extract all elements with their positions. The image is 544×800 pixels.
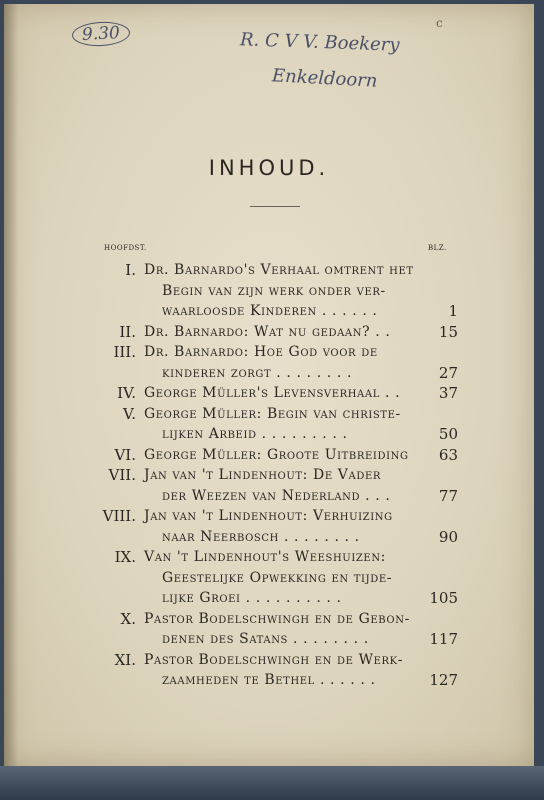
chapter-number: I. — [125, 261, 136, 279]
chapter-title-line: denen des Satans . . . . . . . . — [162, 631, 369, 647]
chapter-number: VIII. — [102, 507, 136, 525]
handwritten-owner-note: R. C V V. Boekery — [239, 29, 400, 56]
chapter-title-line: George Müller's Levensverhaal . . — [144, 385, 401, 401]
table-of-contents — [4, 4, 534, 704]
scan-background — [0, 766, 544, 800]
chapter-title-line: lijken Arbeid . . . . . . . . . — [162, 426, 348, 442]
page-number: 1 — [448, 302, 458, 320]
chapter-title-line: Jan van 't Lindenhout: Verhuizing — [144, 508, 393, 524]
chapter-number: V. — [123, 404, 136, 423]
book-page — [4, 4, 534, 766]
page-number: 105 — [429, 589, 458, 607]
chapter-title-line: Van 't Lindenhout's Weeshuizen: — [144, 549, 386, 565]
handwritten-place-note: Enkeldoorn — [271, 65, 378, 92]
chapter-title-line: Jan van 't Lindenhout: De Vader — [144, 467, 381, 483]
chapter-title-line: waarloosde Kinderen . . . . . . — [162, 303, 378, 319]
handwritten-price: 9.30 — [71, 21, 130, 48]
chapter-title-line: zaamheden te Bethel . . . . . . — [162, 672, 376, 688]
page-title: INHOUD. — [208, 156, 330, 180]
chapter-column-header: HOOFDST. — [104, 244, 147, 252]
chapter-number: IV. — [117, 384, 136, 402]
corner-mark: c — [436, 16, 443, 30]
chapter-number: VII. — [108, 466, 136, 484]
chapter-title-line: Pastor Bodelschwingh en de Gebon- — [144, 610, 410, 627]
chapter-number: X. — [120, 609, 136, 628]
chapter-number: II. — [119, 322, 136, 341]
page-number: 117 — [429, 630, 458, 648]
page-number: 127 — [429, 671, 458, 689]
page-number: 27 — [438, 363, 458, 382]
chapter-title-line: George Müller: Groote Uitbreiding — [144, 446, 409, 463]
chapter-title-line: Dr. Barnardo's Verhaal omtrent het — [144, 262, 414, 278]
page-number: 77 — [438, 486, 458, 505]
chapter-title-line: Pastor Bodelschwingh en de Werk- — [144, 651, 404, 668]
chapter-number: IX. — [114, 548, 136, 566]
chapter-title-line: Dr. Barnardo: Hoe God voor de — [144, 344, 378, 360]
page-number: 50 — [438, 425, 458, 443]
chapter-number: III. — [113, 343, 136, 361]
chapter-number: XI. — [114, 650, 136, 669]
chapter-title-line: lijke Groei . . . . . . . . . . — [162, 590, 342, 606]
chapter-title-line: naar Neerbosch . . . . . . . . — [162, 528, 360, 545]
chapter-title-line: der Weezen van Nederland . . . — [162, 487, 391, 504]
page-number: 90 — [438, 527, 458, 546]
chapter-title-line: Begin van zijn werk onder ver- — [162, 282, 386, 299]
chapter-title-line: Geestelijke Opwekking en tijde- — [162, 569, 393, 586]
page-number: 15 — [438, 322, 458, 341]
chapter-title-line: Dr. Barnardo: Wat nu gedaan? . . — [144, 323, 391, 340]
chapter-title-line: kinderen zorgt . . . . . . . . — [162, 364, 353, 381]
page-number: 63 — [438, 445, 458, 464]
page-column-header: BLZ. — [428, 244, 447, 252]
chapter-title-line: George Müller: Begin van christe- — [144, 405, 401, 422]
page-number: 37 — [438, 384, 458, 402]
chapter-number: VI. — [114, 445, 136, 464]
